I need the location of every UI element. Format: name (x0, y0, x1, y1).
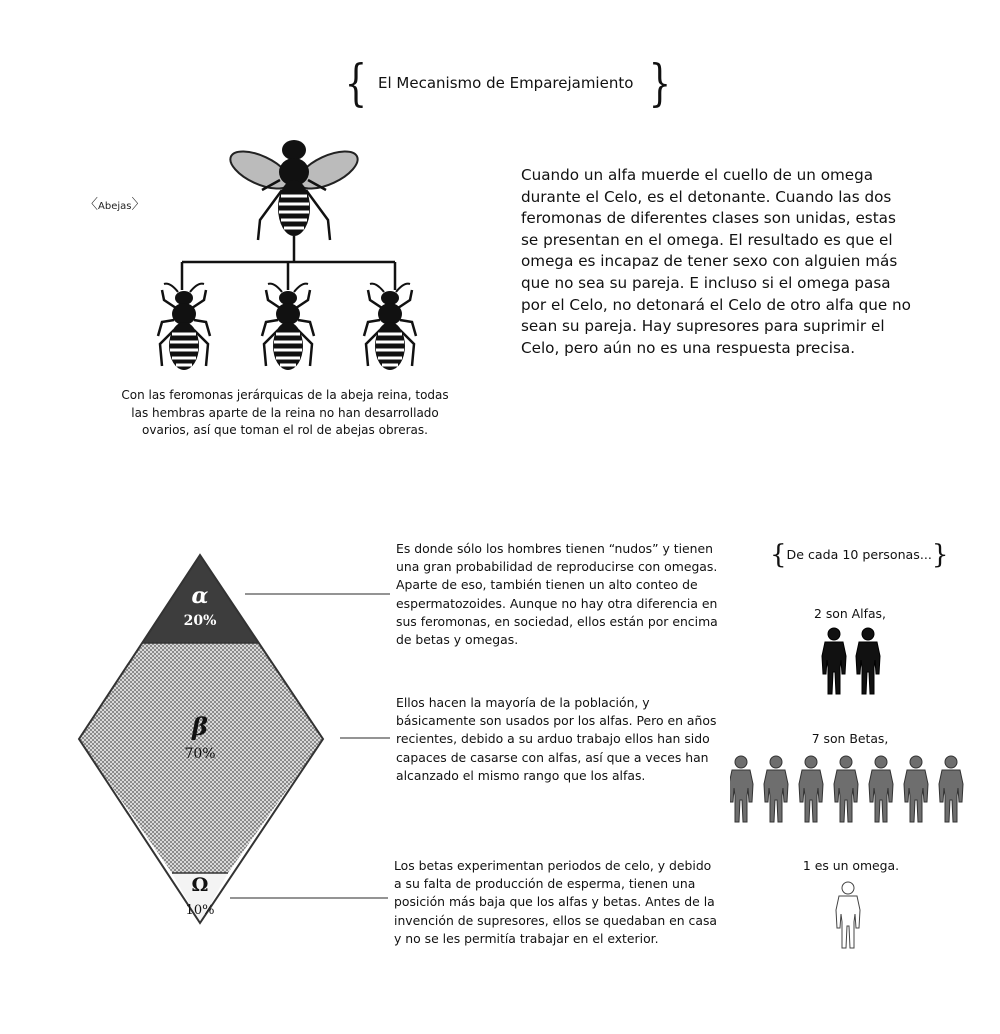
people-figures (730, 620, 970, 950)
alpha-description: Es donde sólo los hombres tienen “nudos” y tienen una gran probabilidad de reproducirse con omegas. Aparte de eso, también tienen un alto conteo de espermatozoides. Aunque no hay otra diferencia en sus feromonas, en sociedad, ellos están por encima de betas y omegas. (396, 541, 718, 648)
beta-person-icon (869, 756, 893, 822)
beta-description: Ellos hacen la mayoría de la población, y básicamente son usados por los alfas. Pero en años recientes, debido a su arduo trabajo ellos han sido capaces de casarse con alfas, así que a veces han alcanzado el mismo rango que los alfas. (396, 695, 717, 783)
beta-symbol: β (192, 712, 208, 741)
bee-caption: Con las feromonas jerárquicas de la abeja reina, todas las hembras aparte de la reina no han desarrollado ovarios, así que toman el rol de abejas obreras. (121, 388, 449, 437)
alpha-symbol: α (191, 583, 209, 609)
omega-symbol: Ω (191, 874, 209, 896)
counts-heading: {De cada 10 personas...} (770, 540, 949, 570)
alpha-percent: 20% (183, 613, 217, 629)
beta-person-icon (939, 756, 963, 822)
omega-person-icon (836, 882, 860, 948)
main-paragraph: Cuando un alfa muerde el cuello de un omega durante el Celo, es el detonante. Cuando las dos feromonas de diferentes clases son unidas, estas se presentan en el omega. El resultado es que el omega es incapaz de tener sexo con alguien más que no sea su pareja. E incluso si el omega pasa por el Celo, no detonará el Celo de otro alfa que no sean su pareja. Hay supresores para suprimir el Celo, pero aún no es una respuesta precisa. (521, 166, 911, 357)
alpha-count-label: 2 son Alfas, (814, 606, 886, 621)
omega-description: Los betas experimentan periodos de celo, y debido a su falta de producción de esperma, tienen una posición más baja que los alfas y betas. Antes de la invención de supresores, ellos se quedaban en casa y no se les permitía trabajar en el exterior. (394, 858, 718, 946)
beta-percent: 70% (184, 746, 216, 762)
left-brace-icon: { (344, 54, 368, 112)
omega-percent: 10% (185, 903, 215, 918)
hierarchy-diamond (70, 545, 410, 935)
page-title (340, 54, 672, 114)
beta-person-icon (730, 756, 753, 822)
worker-bee-icon (158, 284, 210, 370)
bee-hierarchy-diagram (150, 130, 440, 380)
bees-tag: 〈Abejas〉 (84, 197, 146, 213)
title-text: El Mecanismo de Emparejamiento (378, 74, 634, 92)
queen-bee-icon (225, 140, 363, 240)
right-brace-icon: } (648, 54, 672, 112)
beta-count-label: 7 son Betas, (811, 731, 889, 746)
beta-person-icon (799, 756, 823, 822)
omega-count-label: 1 es un omega. (802, 858, 900, 873)
beta-person-icon (904, 756, 928, 822)
alpha-person-icon (856, 628, 880, 694)
counts-heading-label: De cada 10 personas... (786, 547, 932, 562)
beta-person-icon (764, 756, 788, 822)
beta-person-icon (834, 756, 858, 822)
worker-bee-icon (262, 284, 314, 370)
worker-bee-icon (364, 284, 416, 370)
hierarchy-connector-lines (182, 236, 395, 290)
bees-tag-label: Abejas (98, 201, 132, 212)
alpha-person-icon (822, 628, 846, 694)
